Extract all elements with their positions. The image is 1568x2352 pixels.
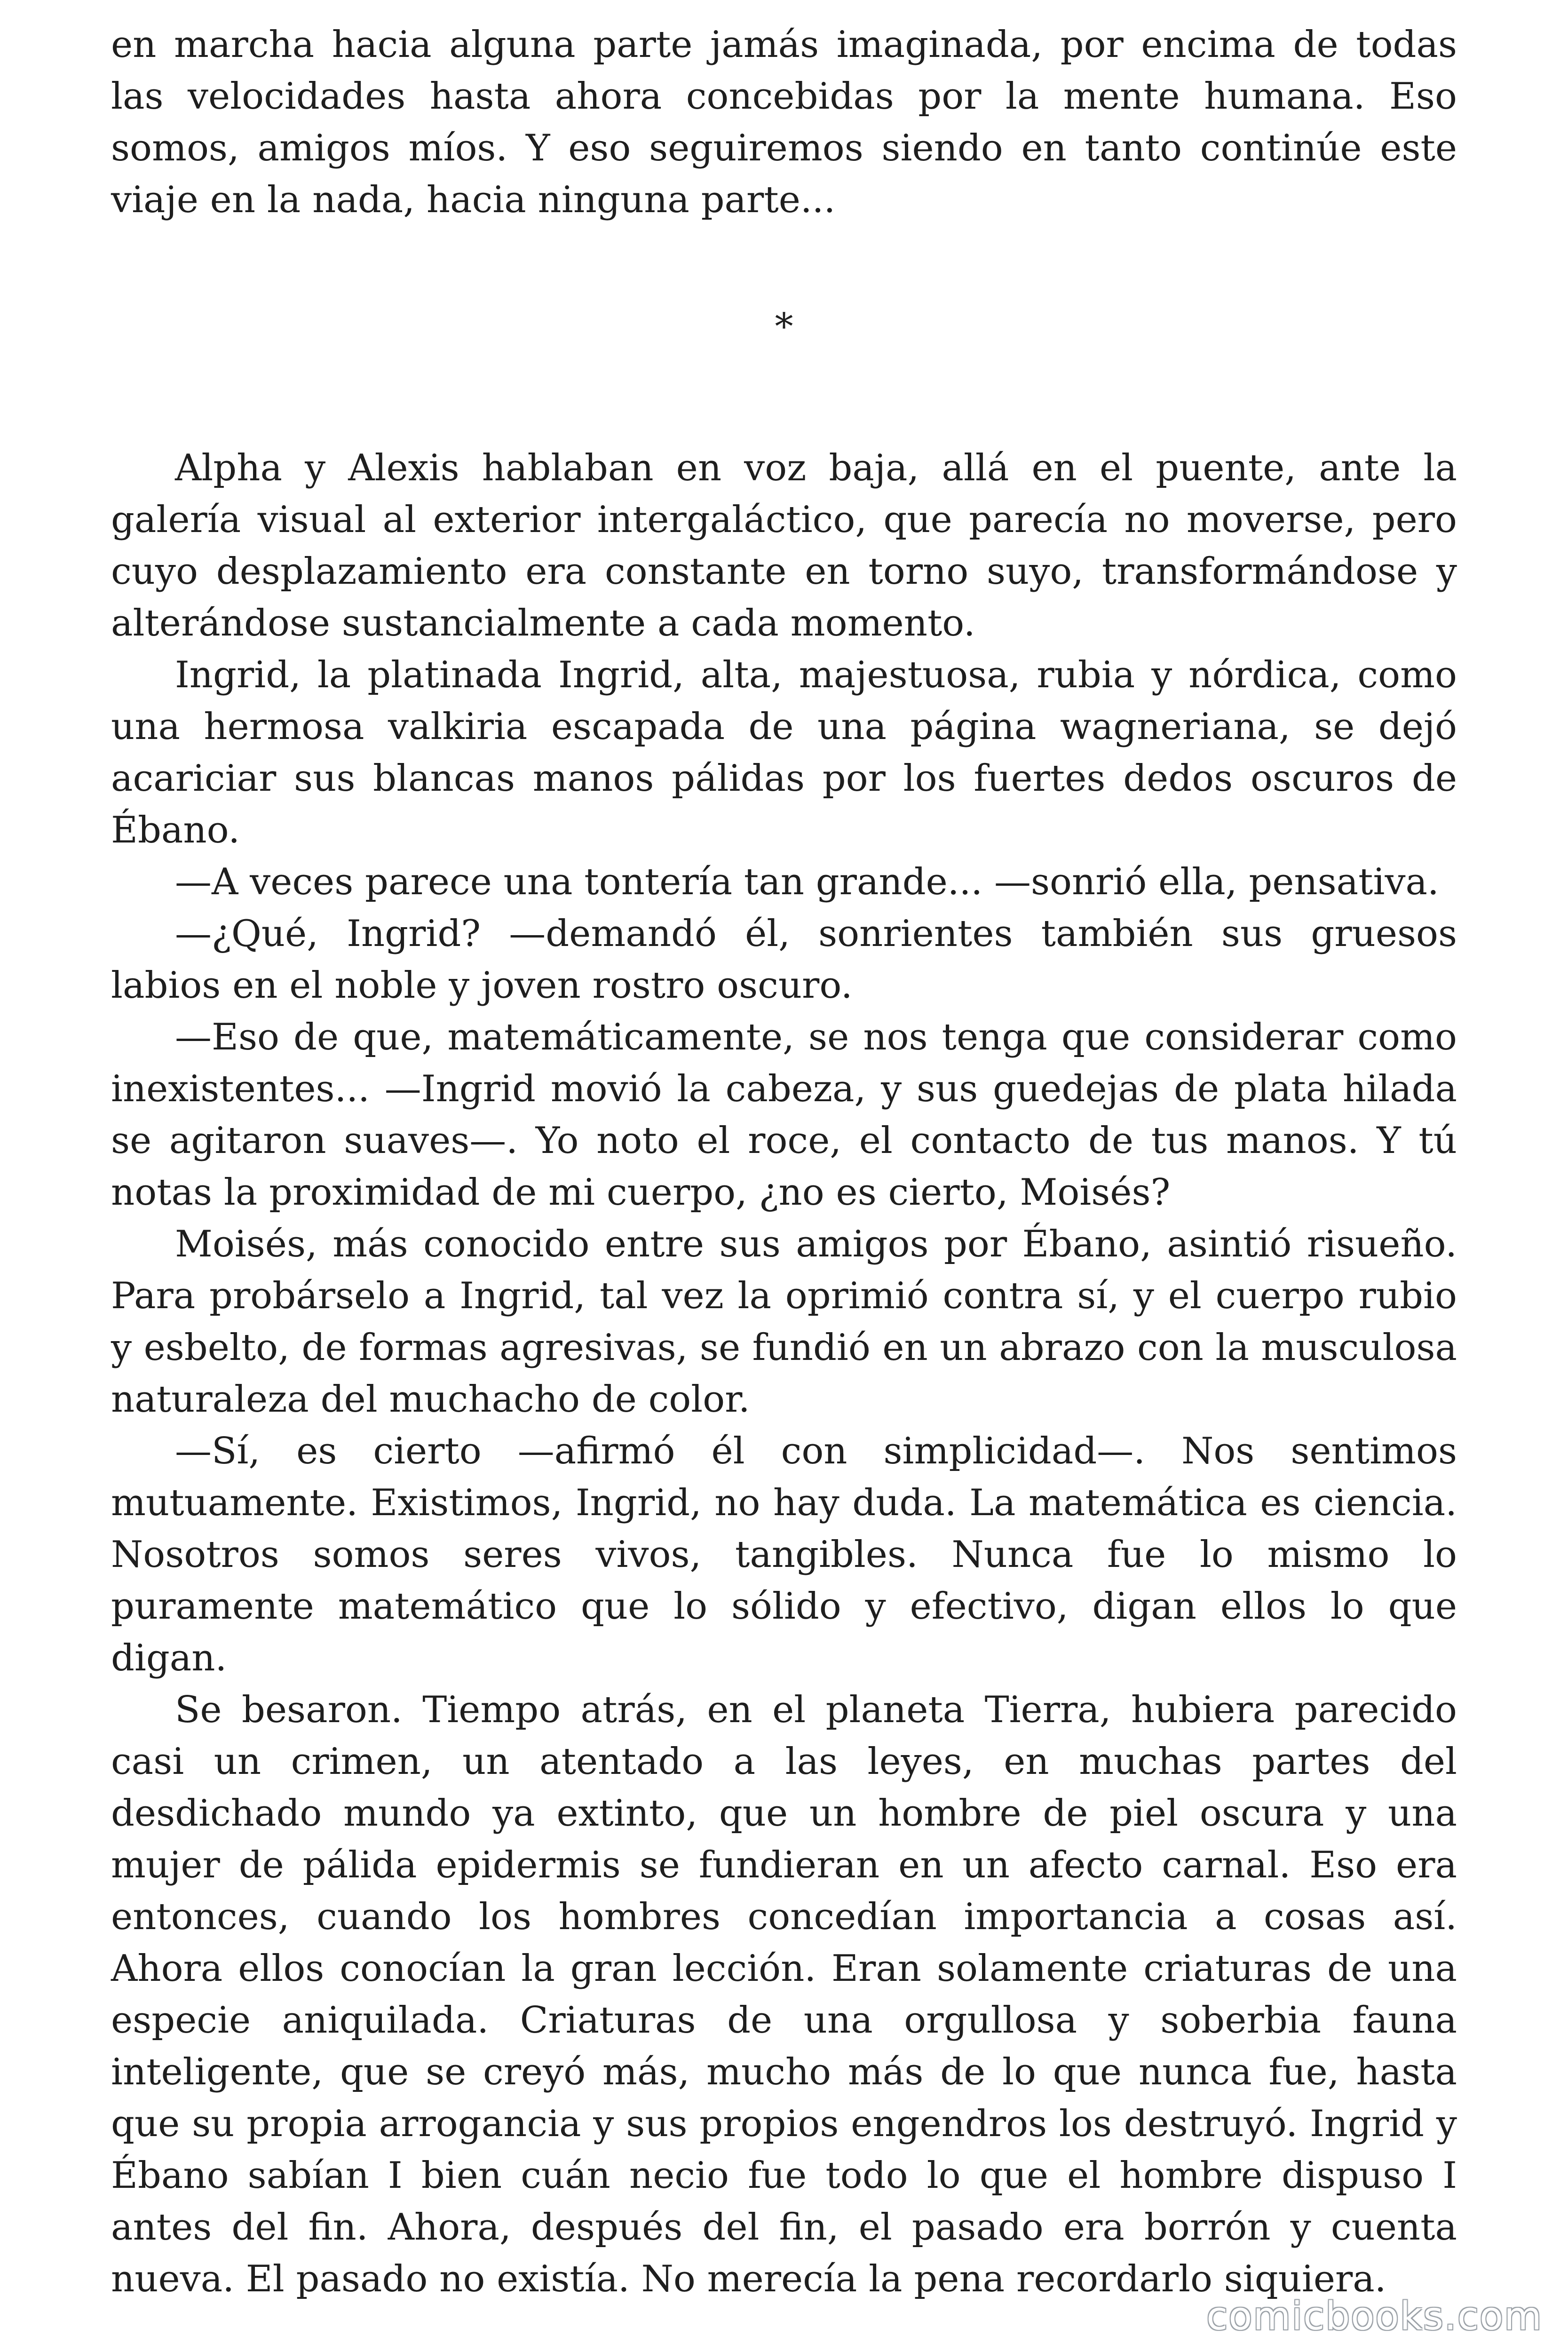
dialogue-paragraph: —A veces parece una tontería tan grande... —sonrió ella, pensativa. xyxy=(175,861,1439,903)
dialogue-paragraph: —Sí, es cierto —afirmó él con simplicidad—. Nos sentimos mutuamente. Existimos, Ingrid, no hay duda. La matemática es ciencia. Nosotros somos seres vivos, tangibles. Nunca fue lo mismo lo puramente matemático que lo sólido y efectivo, digan ellos lo que digan. xyxy=(111,1430,1457,1679)
paragraph-continuation: en marcha hacia alguna parte jamás imaginada, por encima de todas las velocidades hasta ahora concebidas por la mente humana. Eso somos, amigos míos. Y eso seguiremos siendo en tanto continúe este viaje en la nada, hacia ninguna parte... xyxy=(111,24,1457,221)
section-break: * xyxy=(775,306,793,348)
book-page xyxy=(111,19,1457,2305)
paragraph: Se besaron. Tiempo atrás, en el planeta Tierra, hubiera parecido casi un crimen, un atentado a las leyes, en muchas partes del desdichado mundo ya extinto, que un hombre de piel oscura y una mujer de pálida epidermis se fundieran en un afecto carnal. Eso era entonces, cuando los hombres concedían importancia a cosas así. Ahora ellos conocían la gran lección. Eran solamente criaturas de una especie aniquilada. Criaturas de una orgullosa y soberbia fauna inteligente, que se creyó más, mucho más de lo que nunca fue, hasta que su propia arrogancia y sus propios engendros los destruyó. Ingrid y Ébano sabían I bien cuán necio fue todo lo que el hombre dispuso I antes del fin. Ahora, después del fin, el pasado era borrón y cuenta nueva. El pasado no existía. No merecía la pena recordarlo siquiera. xyxy=(111,1689,1457,2300)
paragraph: Moisés, más conocido entre sus amigos por Ébano, asintió risueño. Para probárselo a Ingrid, tal vez la oprimió contra sí, y el cuerpo rubio y esbelto, de formas agresivas, se fundió en un abrazo con la musculosa naturaleza del muchacho de color. xyxy=(111,1223,1457,1421)
watermark-logo: comicbooks.com xyxy=(1206,2294,1543,2339)
dialogue-paragraph: —Eso de que, matemáticamente, se nos tenga que considerar como inexistentes... —Ingrid movió la cabeza, y sus guedejas de plata hilada se agitaron suaves—. Yo noto el roce, el contacto de tus manos. Y tú notas la proximidad de mi cuerpo, ¿no es cierto, Moisés? xyxy=(111,1016,1457,1214)
paragraph: Alpha y Alexis hablaban en voz baja, allá en el puente, ante la galería visual al exterior intergaláctico, que parecía no moverse, pero cuyo desplazamiento era constante en torno suyo, transformándose y alterándose sustancialmente a cada momento. xyxy=(111,447,1457,644)
paragraph: Ingrid, la platinada Ingrid, alta, majestuosa, rubia y nórdica, como una hermosa valkiria escapada de una página wagneriana, se dejó acariciar sus blancas manos pálidas por los fuertes dedos oscuros de Ébano. xyxy=(111,654,1457,851)
dialogue-paragraph: —¿Qué, Ingrid? —demandó él, sonrientes también sus gruesos labios en el noble y joven rostro oscuro. xyxy=(111,913,1457,1007)
